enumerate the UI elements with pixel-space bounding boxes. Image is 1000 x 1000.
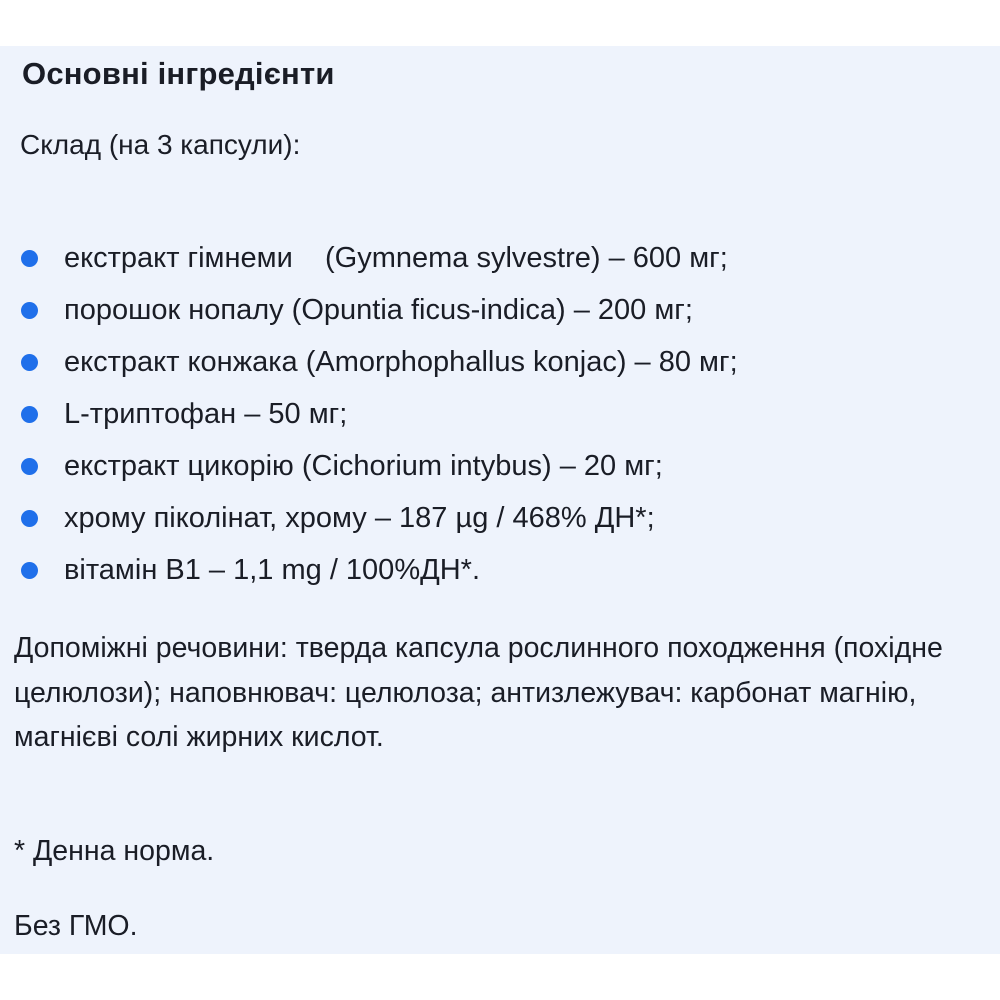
- composition-label: Склад (на 3 капсули):: [20, 129, 301, 160]
- list-item: [0, 336, 738, 388]
- daily-norm-footnote: * Денна норма.: [14, 835, 215, 867]
- list-item: [0, 388, 738, 440]
- list-item: [0, 544, 738, 596]
- bullet-dot-icon: [21, 458, 38, 475]
- ingredient-text: порошок нопалу (Opuntia ficus-indica) – 200 мг;: [64, 294, 693, 326]
- bullet-dot-icon: [21, 250, 38, 267]
- list-item: [0, 232, 738, 284]
- ingredient-text: L-триптофан – 50 мг;: [64, 398, 348, 430]
- ingredient-text: хрому піколінат, хрому – 187 µg / 468% ДН*;: [64, 502, 655, 534]
- excipients-text: Допоміжні речовини: тверда капсула рослинного походження (похідне целюлози); наповнювач: целюлоза; антизлежувач: карбонат магнію, магнієві солі жирних кислот.: [14, 632, 943, 753]
- bullet-dot-icon: [21, 510, 38, 527]
- list-item: [0, 492, 738, 544]
- bullet-dot-icon: [21, 354, 38, 371]
- bullet-dot-icon: [21, 406, 38, 423]
- gmo-note: Без ГМО.: [14, 910, 138, 942]
- ingredient-list: [0, 232, 738, 596]
- ingredient-text: вітамін В1 – 1,1 mg / 100%ДН*.: [64, 554, 481, 586]
- ingredient-text: екстракт цикорію (Cichorium intybus) – 20 мг;: [64, 450, 663, 482]
- list-item: [0, 284, 738, 336]
- list-item: [0, 440, 738, 492]
- bullet-dot-icon: [21, 302, 38, 319]
- ingredient-text: екстракт конжака (Amorphophallus konjac) – 80 мг;: [64, 346, 738, 378]
- bullet-dot-icon: [21, 562, 38, 579]
- ingredient-text: екстракт гімнеми (Gymnema sylvestre) – 600 мг;: [64, 242, 728, 274]
- ingredients-panel: [0, 46, 1000, 954]
- section-title: Основні інгредієнти: [22, 56, 335, 91]
